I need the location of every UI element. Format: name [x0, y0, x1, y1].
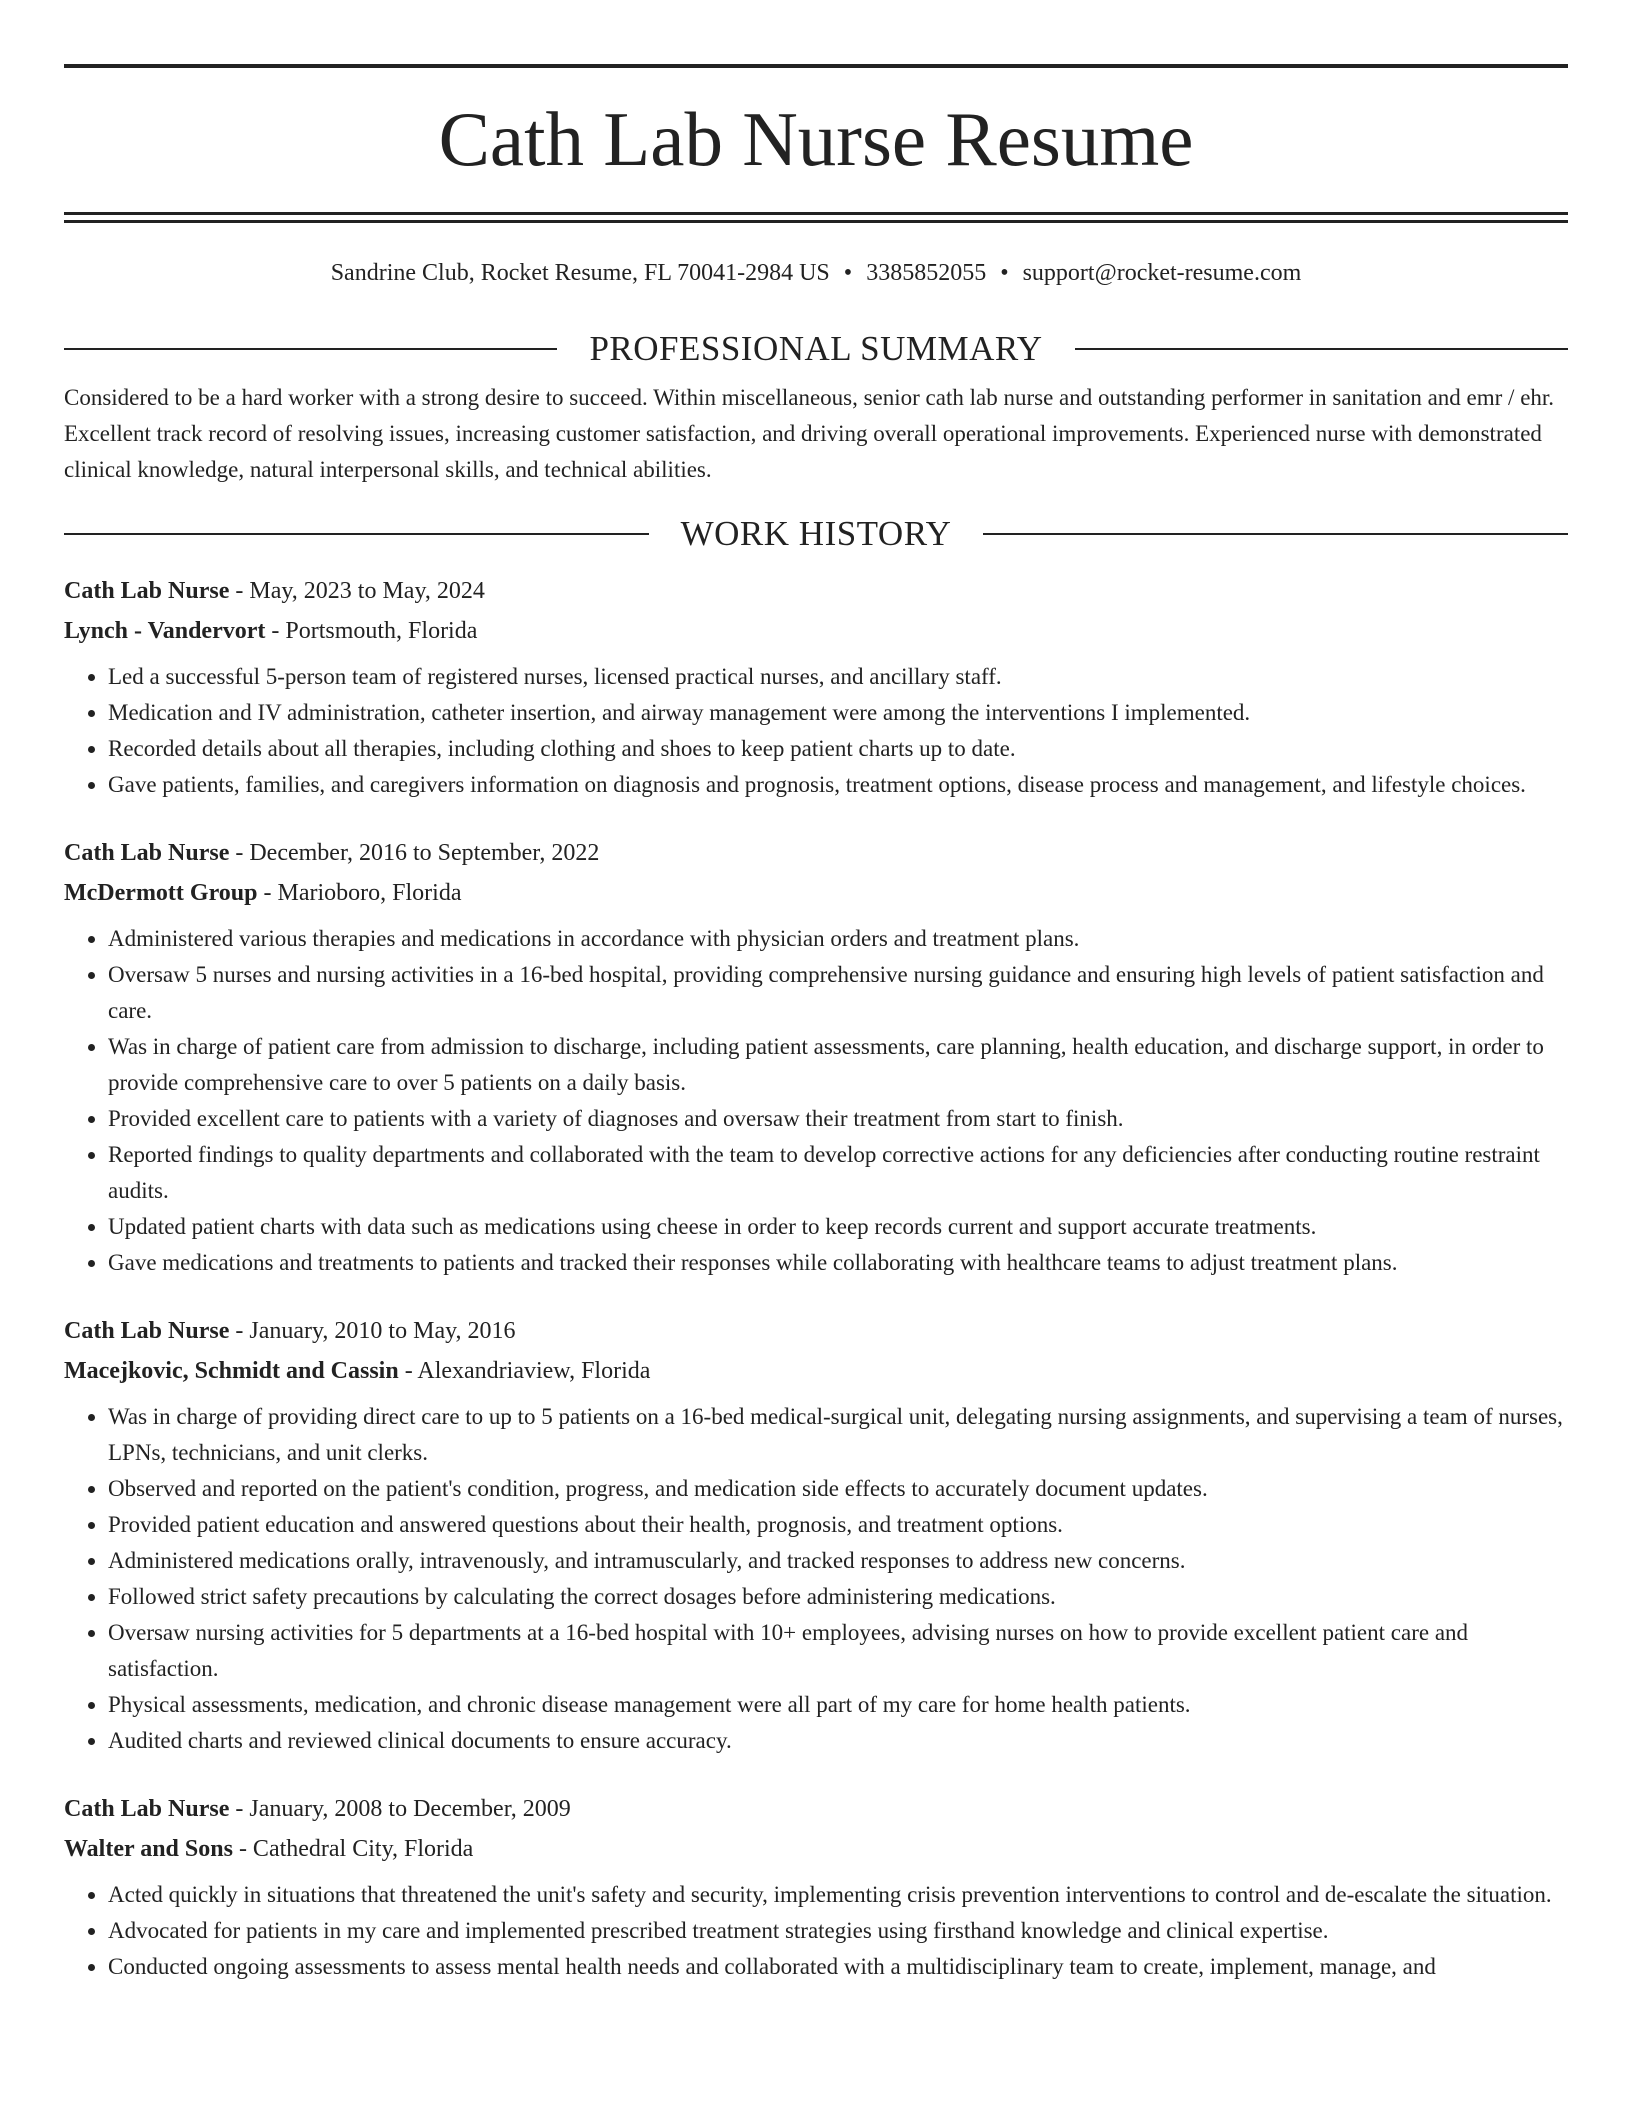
job-location: - Marioboro, Florida	[257, 880, 462, 907]
job-title-line	[64, 1789, 1568, 1829]
job-bullet: • Audited charts and reviewed clinical documents to ensure accuracy.	[108, 1723, 1568, 1759]
job-dates: - January, 2010 to May, 2016	[229, 1318, 516, 1345]
summary-section-header	[64, 329, 1568, 369]
job-company-line	[64, 1829, 1568, 1869]
job-bullet: • Observed and reported on the patient's condition, progress, and medication side effects to accurately document updates.	[108, 1471, 1568, 1507]
job-bullet: • Oversaw 5 nurses and nursing activities in a 16-bed hospital, providing comprehensive nursing guidance and ensuring high levels of patient satisfaction and care.	[108, 957, 1568, 1029]
job-bullet: • Recorded details about all therapies, including clothing and shoes to keep patient charts up to date.	[108, 731, 1568, 767]
job-bullet-list	[64, 921, 1568, 1281]
job-bullet: • Advocated for patients in my care and implemented prescribed treatment strategies using firsthand knowledge and clinical expertise.	[108, 1913, 1568, 1949]
job-company: Lynch - Vandervort	[64, 618, 266, 645]
job-bullet: • Gave patients, families, and caregivers information on diagnosis and prognosis, treatment options, disease process and management, and lifestyle choices.	[108, 767, 1568, 803]
job-bullet-list	[64, 1877, 1568, 1985]
job-bullet: • Acted quickly in situations that threatened the unit's safety and security, implementing crisis prevention interventions to control and de-escalate the situation.	[108, 1877, 1568, 1913]
job-bullet: • Provided excellent care to patients with a variety of diagnoses and oversaw their treatment from start to finish.	[108, 1101, 1568, 1137]
job-entry	[64, 833, 1568, 1281]
job-bullet: • Gave medications and treatments to patients and tracked their responses while collaborating with healthcare teams to adjust treatment plans.	[108, 1245, 1568, 1281]
contact-separator: •	[1000, 260, 1009, 286]
job-bullet: • Was in charge of patient care from admission to discharge, including patient assessments, care planning, health education, and discharge support, in order to provide comprehensive care to over 5 patients on a daily basis.	[108, 1029, 1568, 1101]
summary-heading: PROFESSIONAL SUMMARY	[589, 329, 1043, 369]
divider-line	[64, 348, 557, 350]
work-history-heading: WORK HISTORY	[680, 514, 952, 554]
resume-title: Cath Lab Nurse Resume	[438, 96, 1194, 182]
job-entry	[64, 571, 1568, 803]
work-history-section-header	[64, 514, 1568, 554]
contact-address: Sandrine Club, Rocket Resume, FL 70041-2984 US	[330, 260, 830, 286]
job-bullet: • Updated patient charts with data such as medications using cheese in order to keep records current and support accurate treatments.	[108, 1209, 1568, 1245]
job-bullet: • Followed strict safety precautions by calculating the correct dosages before administering medications.	[108, 1579, 1568, 1615]
contact-line	[64, 258, 1568, 289]
job-bullet: • Administered medications orally, intravenously, and intramuscularly, and tracked responses to address new concerns.	[108, 1543, 1568, 1579]
job-title: Cath Lab Nurse	[64, 1796, 230, 1823]
job-title: Cath Lab Nurse	[64, 1318, 230, 1345]
job-entry	[64, 1311, 1568, 1759]
summary-text: Considered to be a hard worker with a strong desire to succeed. Within miscellaneous, senior cath lab nurse and outstanding performer in sanitation and emr / ehr. Excellent track record of resolving issues, increasing customer satisfaction, and driving overall operational improvements. Experienced nurse with demonstrated clinical knowledge, natural interpersonal skills, and technical abilities.	[64, 385, 1555, 483]
job-company: Macejkovic, Schmidt and Cassin	[64, 1358, 399, 1385]
job-title: Cath Lab Nurse	[64, 578, 230, 605]
job-bullet: • Led a successful 5-person team of registered nurses, licensed practical nurses, and ancillary staff.	[108, 659, 1568, 695]
work-history-list	[64, 571, 1568, 1985]
job-location: - Alexandriaview, Florida	[398, 1358, 651, 1385]
job-company: Walter and Sons	[64, 1836, 233, 1863]
job-title-line	[64, 1311, 1568, 1351]
job-title-line	[64, 571, 1568, 611]
divider-line	[983, 533, 1568, 535]
job-bullet: • Was in charge of providing direct care to up to 5 patients on a 16-bed medical-surgical unit, delegating nursing assignments, and supervising a team of nurses, LPNs, technicians, and unit clerks.	[108, 1399, 1568, 1471]
job-entry	[64, 1789, 1568, 1985]
job-bullet: • Physical assessments, medication, and chronic disease management were all part of my care for home health patients.	[108, 1687, 1568, 1723]
job-company-line	[64, 1351, 1568, 1391]
job-location: - Portsmouth, Florida	[265, 618, 478, 645]
contact-separator: •	[843, 260, 853, 286]
job-company-line	[64, 611, 1568, 651]
job-bullet: • Oversaw nursing activities for 5 departments at a 16-bed hospital with 10+ employees, advising nurses on how to provide excellent patient care and satisfaction.	[108, 1615, 1568, 1687]
job-bullet-list	[64, 1399, 1568, 1759]
job-bullet: • Medication and IV administration, catheter insertion, and airway management were among the interventions I implemented.	[108, 695, 1568, 731]
top-rule	[64, 64, 1568, 68]
job-bullet: • Conducted ongoing assessments to assess mental health needs and collaborated with a multidisciplinary team to create, implement, manage, and	[108, 1949, 1568, 1985]
job-bullet-list	[64, 659, 1568, 803]
divider-line	[64, 533, 649, 535]
job-dates: - December, 2016 to September, 2022	[229, 840, 600, 867]
job-bullet: • Administered various therapies and medications in accordance with physician orders and treatment plans.	[108, 921, 1568, 957]
job-title: Cath Lab Nurse	[64, 840, 230, 867]
contact-email: support@rocket-resume.com	[1022, 260, 1302, 286]
divider-line	[1075, 348, 1568, 350]
job-dates: - May, 2023 to May, 2024	[229, 578, 485, 605]
job-bullet: • Provided patient education and answered questions about their health, prognosis, and treatment options.	[108, 1507, 1568, 1543]
job-bullet: • Reported findings to quality departments and collaborated with the team to develop corrective actions for any deficiencies after conducting routine restraint audits.	[108, 1137, 1568, 1209]
contact-phone: 3385852055	[866, 260, 987, 286]
job-company: McDermott Group	[64, 880, 258, 907]
job-location: - Cathedral City, Florida	[232, 1836, 474, 1863]
job-company-line	[64, 873, 1568, 913]
title-double-rule	[64, 212, 1568, 223]
job-dates: - January, 2008 to December, 2009	[229, 1796, 571, 1823]
job-title-line	[64, 833, 1568, 873]
